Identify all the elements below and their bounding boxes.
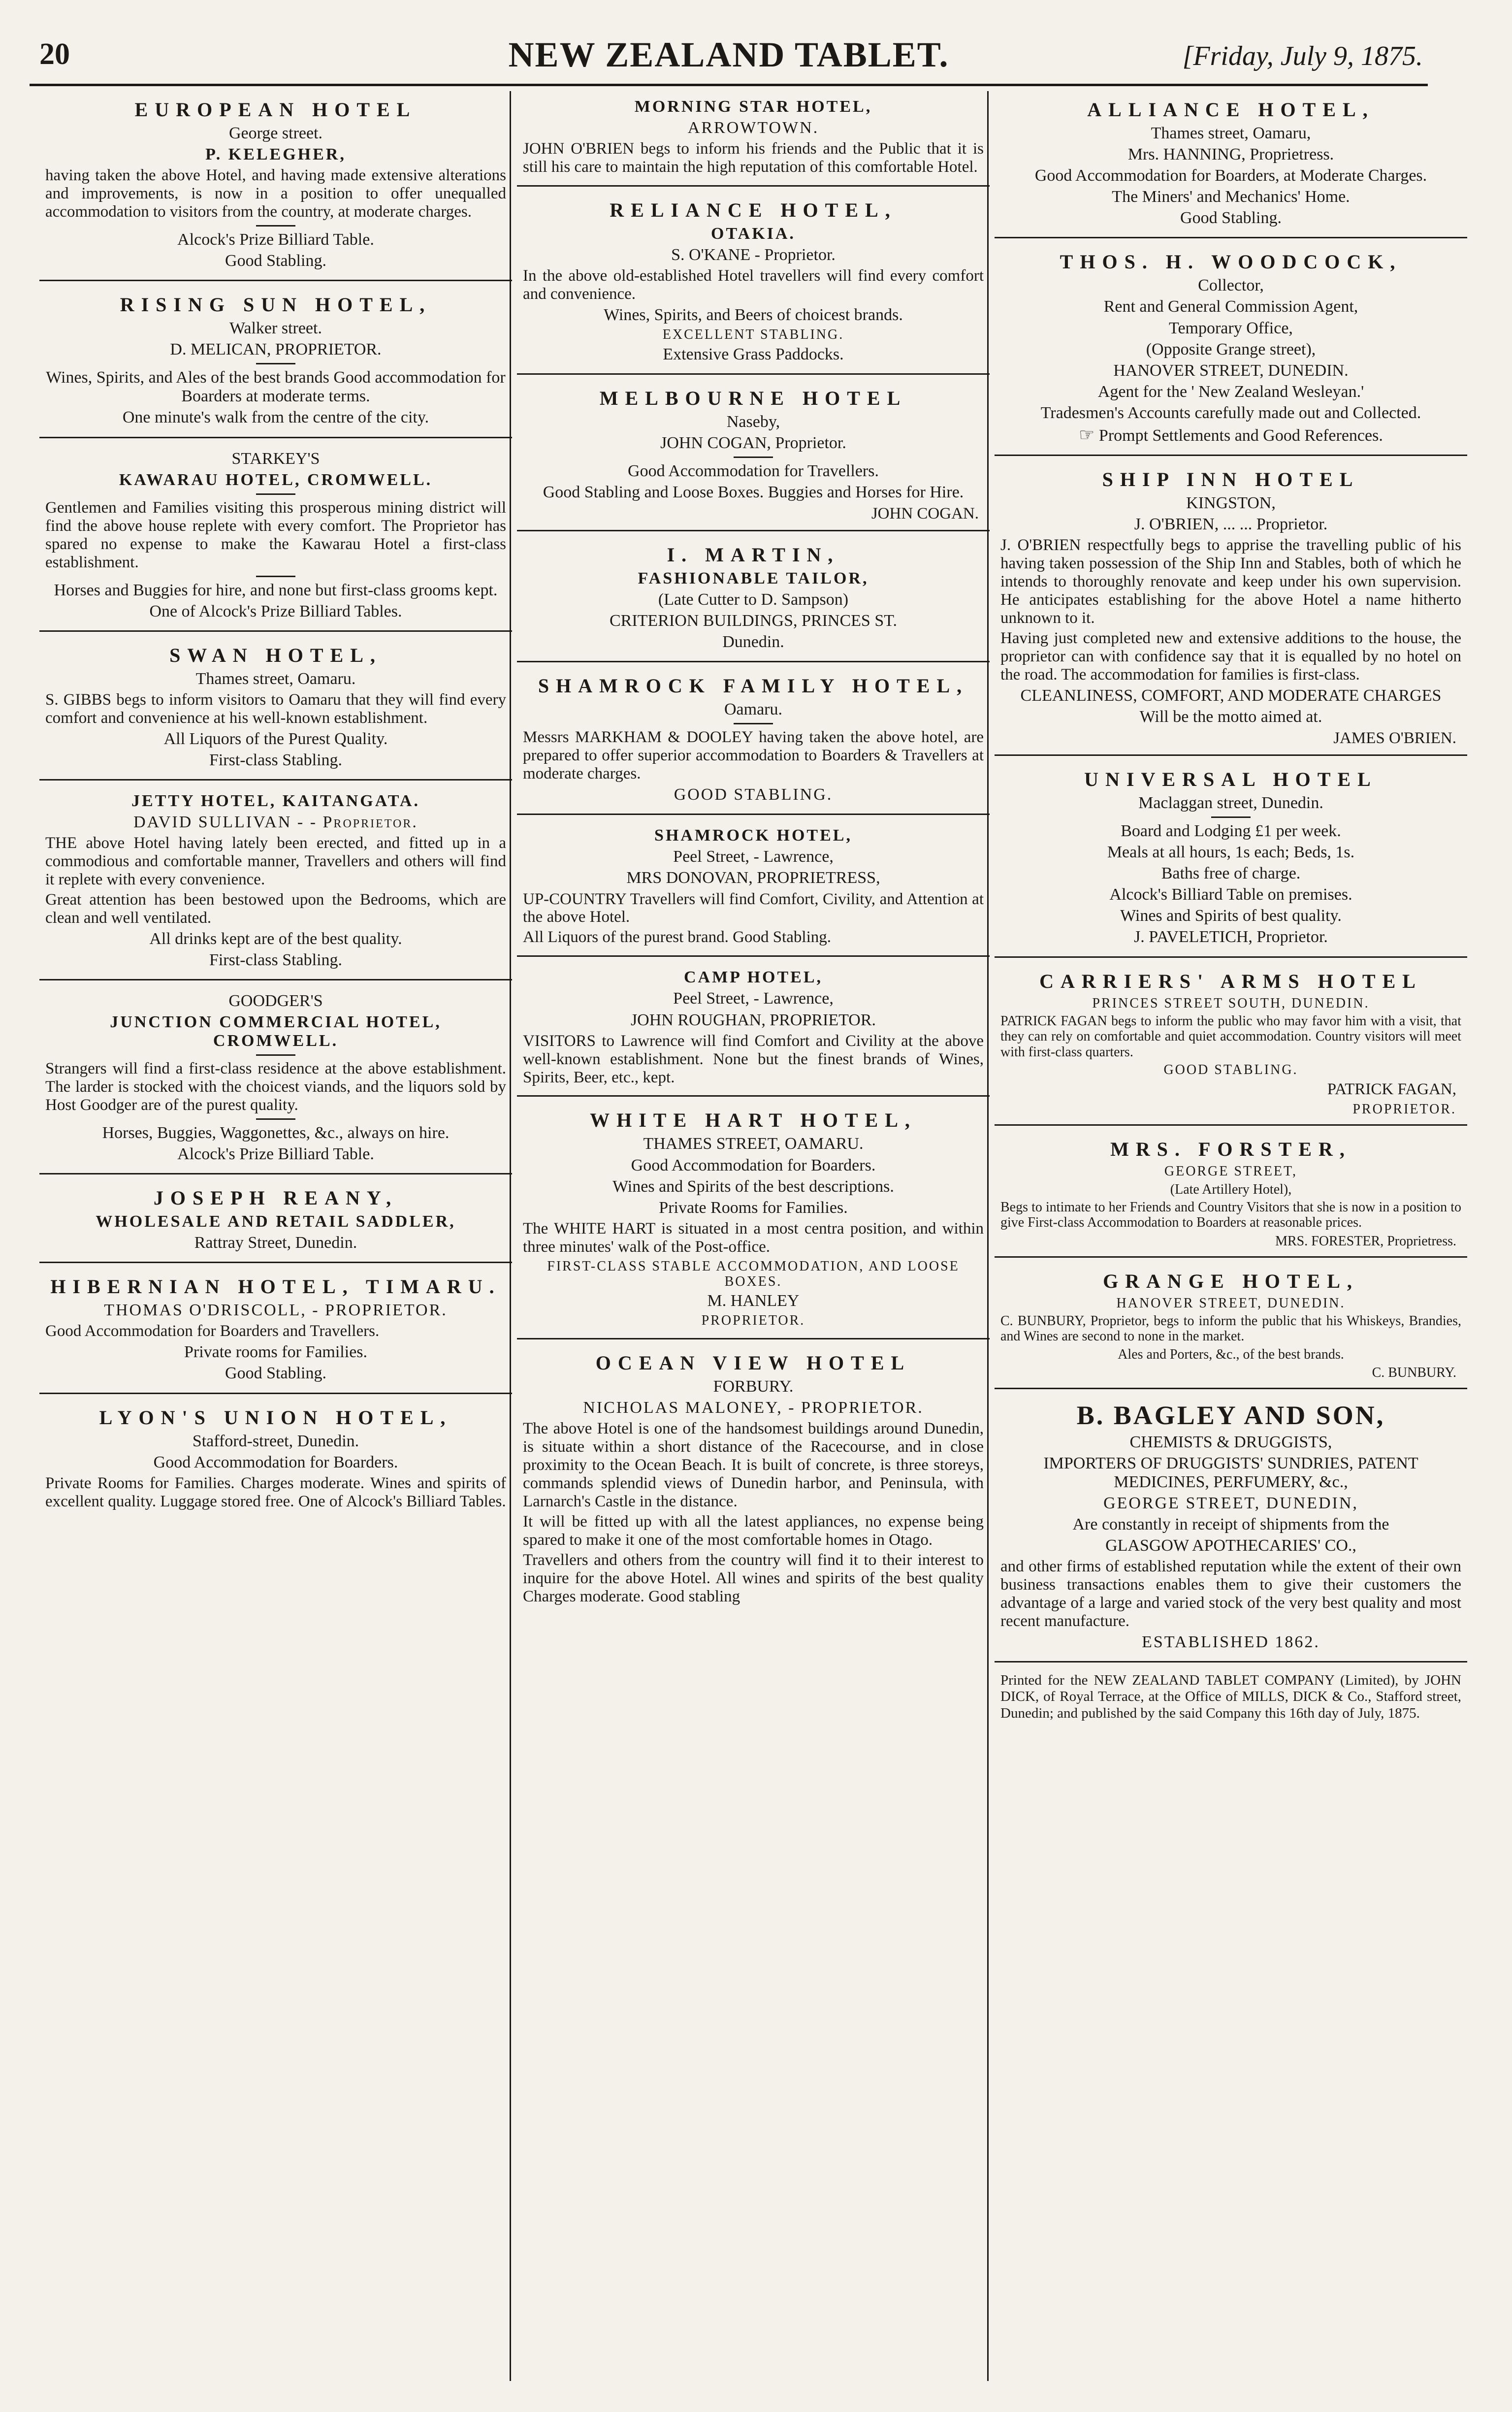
ad-heading: OCEAN VIEW HOTEL	[595, 1351, 911, 1374]
ad-ship-inn-hotel: SHIP INN HOTEL KINGSTON, J. O'BRIEN, ... ... Proprietor. J. O'BRIEN respectfully begs to apprise the travelling public of his having taken possession of the Ship Inn and Stables, both of which he intends to thoroughly renovate and keep under his own supervision. He anticipates establishing for the above Hotel a name hitherto unknown to it. Having just completed new and extensive additions to the house, the proprietor can with confidence say that it is equalled by no hotel on the road. The accommodation for families is first-class. CLEANLINESS, COMFORT, AND MODERATE CHARGES Will be the motto aimed at. JAMES O'BRIEN.	[995, 461, 1467, 756]
ad-shamrock-family-hotel: SHAMROCK FAMILY HOTEL, Oamaru. Messrs MARKHAM & DOOLEY having taken the above hotel, are prepared to offer superior accommodation to Boarders & Travellers at moderate charges. GOOD STABLING.	[517, 667, 990, 815]
ad-heading: MELBOURNE HOTEL	[599, 387, 907, 409]
ad-heading: GRANGE HOTEL,	[1103, 1270, 1359, 1292]
ad-thos-woodcock: THOS. H. WOODCOCK, Collector, Rent and General Commission Agent, Temporary Office, (Opposite Grange street), HANOVER STREET, DUNEDIN. Agent for the ' New Zealand Wesleyan.' Tradesmen's Accounts carefully made out and Collected. ☞ Prompt Settlements and Good References.	[995, 243, 1467, 456]
ad-heading: THOS. H. WOODCOCK,	[1060, 251, 1402, 273]
ad-kawarau-hotel: STARKEY'S KAWARAU HOTEL, CROMWELL. Gentlemen and Families visiting this prosperous mining district will find the above house replete with every comfort. The Proprietor has spared no expense to make the Kawarau Hotel a first-class establishment. Horses and Buggies for hire, and none but first-class grooms kept. One of Alcock's Prize Billiard Tables.	[39, 443, 512, 632]
ad-heading: B. BAGLEY AND SON,	[1076, 1401, 1385, 1431]
ad-heading: RELIANCE HOTEL,	[610, 199, 897, 222]
ad-heading: I. MARTIN,	[667, 543, 840, 566]
ad-heading: KAWARAU HOTEL, CROMWELL.	[119, 470, 433, 489]
ad-heading: SHAMROCK FAMILY HOTEL,	[538, 675, 969, 697]
ad-heading: JOSEPH REANY,	[153, 1187, 398, 1209]
ad-morning-star-hotel: MORNING STAR HOTEL, ARROWTOWN. JOHN O'BRIEN begs to inform his friends and the Public that it is still his care to maintain the high reputation of this comfortable Hotel.	[517, 91, 990, 187]
ad-white-hart-hotel: WHITE HART HOTEL, THAMES STREET, OAMARU. Good Accommodation for Boarders. Wines and Spirits of the best descriptions. Private Rooms for Families. The WHITE HART is situated in a most centra position, and within three minutes' walk of the Post-office. FIRST-CLASS STABLE ACCOMMODATION, AND LOOSE BOXES. M. HANLEY PROPRIETOR.	[517, 1102, 990, 1339]
divider	[256, 225, 295, 227]
pointing-hand-icon: ☞	[1079, 424, 1095, 445]
ad-camp-hotel: CAMP HOTEL, Peel Street, - Lawrence, JOHN ROUGHAN, PROPRIETOR. VISITORS to Lawrence will find Comfort and Civility at the above well-known establishment. None but the finest brands of Wines, Spirits, Beer, etc., kept.	[517, 962, 990, 1097]
page-number: 20	[39, 37, 70, 71]
ad-jetty-hotel: JETTY HOTEL, KAITANGATA. DAVID SULLIVAN - - Proprietor. THE above Hotel having lately been erected, and fitted up in a commodious and comfortable manner, Travellers and others will find it replete with every convenience. Great attention has been bestowed upon the Bedrooms, which are clean and well ventilated. All drinks kept are of the best quality. First-class Stabling.	[39, 785, 512, 980]
ad-grange-hotel: GRANGE HOTEL, HANOVER STREET, DUNEDIN. C. BUNBURY, Proprietor, begs to inform the public that his Whiskeys, Brandies, and Wines are second to none in the market. Ales and Porters, &c., of the best brands. C. BUNBURY.	[995, 1263, 1467, 1389]
ad-rising-sun-hotel: RISING SUN HOTEL, Walker street. D. MELICAN, PROPRIETOR. Wines, Spirits, and Ales of the best brands Good accommodation for Boarders at moderate terms. One minute's walk from the centre of the city.	[39, 286, 512, 438]
ad-junction-commercial-hotel: GOODGER'S JUNCTION COMMERCIAL HOTEL, CROMWELL. Strangers will find a first-class residence at the above establishment. The larder is stocked with the choicest viands, and the liquors sold by Host Goodger are of the purest quality. Horses, Buggies, Waggonettes, &c., always on hire. Alcock's Prize Billiard Table.	[39, 985, 512, 1174]
ad-european-hotel: EUROPEAN HOTEL George street. P. KELEGHER, having taken the above Hotel, and having made extensive alterations and improvements, is now in a position to offer unequalled accommodation to visitors from the country, at moderate charges. Alcock's Prize Billiard Table. Good Stabling.	[39, 91, 512, 281]
divider	[1211, 816, 1251, 818]
ad-heading: MORNING STAR HOTEL,	[634, 98, 872, 116]
ad-lyons-union-hotel: LYON'S UNION HOTEL, Stafford-street, Dunedin. Good Accommodation for Boarders. Private Rooms for Families. Charges moderate. Wines and spirits of excellent quality. Luggage stored free. One of Alcock's Billiard Tables.	[45, 1406, 506, 1510]
ad-heading: SHAMROCK HOTEL,	[654, 826, 852, 845]
column-1	[39, 91, 512, 2386]
ad-heading: ALLIANCE HOTEL,	[1087, 98, 1375, 121]
divider	[256, 363, 295, 364]
ad-heading: MRS. FORSTER,	[1110, 1138, 1351, 1161]
ad-heading: HIBERNIAN HOTEL, TIMARU.	[50, 1275, 501, 1298]
column-2	[517, 91, 990, 2386]
divider	[256, 1054, 295, 1056]
divider	[256, 1118, 295, 1120]
ad-bagley-and-son: B. BAGLEY AND SON, CHEMISTS & DRUGGISTS, IMPORTERS OF DRUGGISTS' SUNDRIES, PATENT MEDICINES, PERFUMERY, &c., GEORGE STREET, DUNEDIN, Are constantly in receipt of shipments from the GLASGOW APOTHECARIES' CO., and other firms of established reputation while the extent of their own business transactions enables them to give their customers the advantage of a large and varied stock of the very best quality and most recent manufacture. ESTABLISHED 1862.	[995, 1394, 1467, 1662]
ad-universal-hotel: UNIVERSAL HOTEL Maclaggan street, Dunedin. Board and Lodging £1 per week. Meals at all hours, 1s each; Beds, 1s. Baths free of charge. Alcock's Billiard Table on premises. Wines and Spirits of best quality. J. PAVELETICH, Proprietor.	[995, 761, 1467, 958]
ad-reliance-hotel: RELIANCE HOTEL, OTAKIA. S. O'KANE - Proprietor. In the above old-established Hotel travellers will find every comfort and convenience. Wines, Spirits, and Beers of choicest brands. EXCELLENT STABLING. Extensive Grass Paddocks.	[517, 192, 990, 375]
ad-melbourne-hotel: MELBOURNE HOTEL Naseby, JOHN COGAN, Proprietor. Good Accommodation for Travellers. Good Stabling and Loose Boxes. Buggies and Horses for Hire. JOHN COGAN.	[517, 380, 990, 531]
issue-date: [Friday, July 9, 1875.	[1182, 41, 1423, 71]
ad-heading: UNIVERSAL HOTEL	[1084, 768, 1378, 790]
ad-i-martin-tailor: I. MARTIN, FASHIONABLE TAILOR, (Late Cutter to D. Sampson) CRITERION BUILDINGS, PRINCES ST. Dunedin.	[517, 536, 990, 662]
ad-heading: JUNCTION COMMERCIAL HOTEL, CROMWELL.	[110, 1012, 442, 1050]
ad-heading: LYON'S UNION HOTEL,	[99, 1406, 452, 1429]
ad-heading: JETTY HOTEL, KAITANGATA.	[131, 791, 420, 810]
ad-heading: RISING SUN HOTEL,	[120, 293, 432, 316]
ad-joseph-reany: JOSEPH REANY, WHOLESALE AND RETAIL SADDLER, Rattray Street, Dunedin.	[39, 1179, 512, 1263]
ad-mrs-forster: MRS. FORSTER, GEORGE STREET, (Late Artillery Hotel), Begs to intimate to her Friends and Country Visitors that she is now in a position to give First-class Accommodation to Boarders at reasonable prices. MRS. FORESTER, Proprietress.	[995, 1131, 1467, 1257]
divider	[734, 456, 773, 458]
ad-heading: CAMP HOTEL,	[683, 968, 823, 987]
divider	[256, 576, 295, 577]
ad-carriers-arms-hotel: CARRIERS' ARMS HOTEL PRINCES STREET SOUTH, DUNEDIN. PATRICK FAGAN begs to inform the public who may favor him with a visit, that they can rely on comfortable and quiet accommodation. Country visitors will meet with first-class quarters. GOOD STABLING. PATRICK FAGAN, PROPRIETOR.	[995, 963, 1467, 1126]
ad-heading: SWAN HOTEL,	[169, 644, 382, 666]
divider	[734, 723, 773, 724]
masthead	[30, 30, 1428, 86]
ad-shamrock-hotel-lawrence: SHAMROCK HOTEL, Peel Street, - Lawrence, MRS DONOVAN, PROPRIETRESS, UP-COUNTRY Travellers will find Comfort, Civility, and Attention at the above Hotel. All Liquors of the purest brand. Good Stabling.	[517, 820, 990, 957]
printer-imprint: Printed for the NEW ZEALAND TABLET COMPANY (Limited), by JOHN DICK, of Royal Terrace, at the Office of MILLS, DICK & Co., Stafford street, Dunedin; and published by the said Company this 16th day of July, 1875.	[1000, 1672, 1461, 1721]
column-3	[995, 91, 1467, 2386]
ad-ocean-view-hotel: OCEAN VIEW HOTEL FORBURY. NICHOLAS MALONEY, - PROPRIETOR. The above Hotel is one of the handsomest buildings around Dunedin, is situate within a short distance of the Racecourse, and in close proximity to the Ocean Beach. It is built of concrete, is three storeys, commands splendid views of Dunedin harbor, and Peninsula, with Larnarch's Castle in the distance. It will be fitted up with all the latest appliances, no expense being spared to make it one of the most comfortable homes in Otago. Travellers and others from the country will find it to their interest to inquire for the above Hotel. All wines and spirits of the best quality Charges moderate. Good stabling	[523, 1351, 984, 1605]
ad-hibernian-hotel: HIBERNIAN HOTEL, TIMARU. THOMAS O'DRISCOLL, - PROPRIETOR. Good Accommodation for Boarders and Travellers. Private rooms for Families. Good Stabling.	[39, 1268, 512, 1394]
ad-heading: CARRIERS' ARMS HOTEL	[1039, 970, 1422, 992]
newspaper-title: NEW ZEALAND TABLET.	[508, 35, 949, 74]
ad-heading: WHITE HART HOTEL,	[590, 1109, 917, 1132]
ad-swan-hotel: SWAN HOTEL, Thames street, Oamaru. S. GIBBS begs to inform visitors to Oamaru that they will find every comfort and convenience at his well-known establishment. All Liquors of the Purest Quality. First-class Stabling.	[39, 637, 512, 781]
ad-heading: EUROPEAN HOTEL	[134, 98, 417, 121]
ad-alliance-hotel: ALLIANCE HOTEL, Thames street, Oamaru, Mrs. HANNING, Proprietress. Good Accommodation for Boarders, at Moderate Charges. The Miners' and Mechanics' Home. Good Stabling.	[995, 91, 1467, 238]
divider	[256, 493, 295, 495]
ad-heading: SHIP INN HOTEL	[1102, 468, 1360, 491]
